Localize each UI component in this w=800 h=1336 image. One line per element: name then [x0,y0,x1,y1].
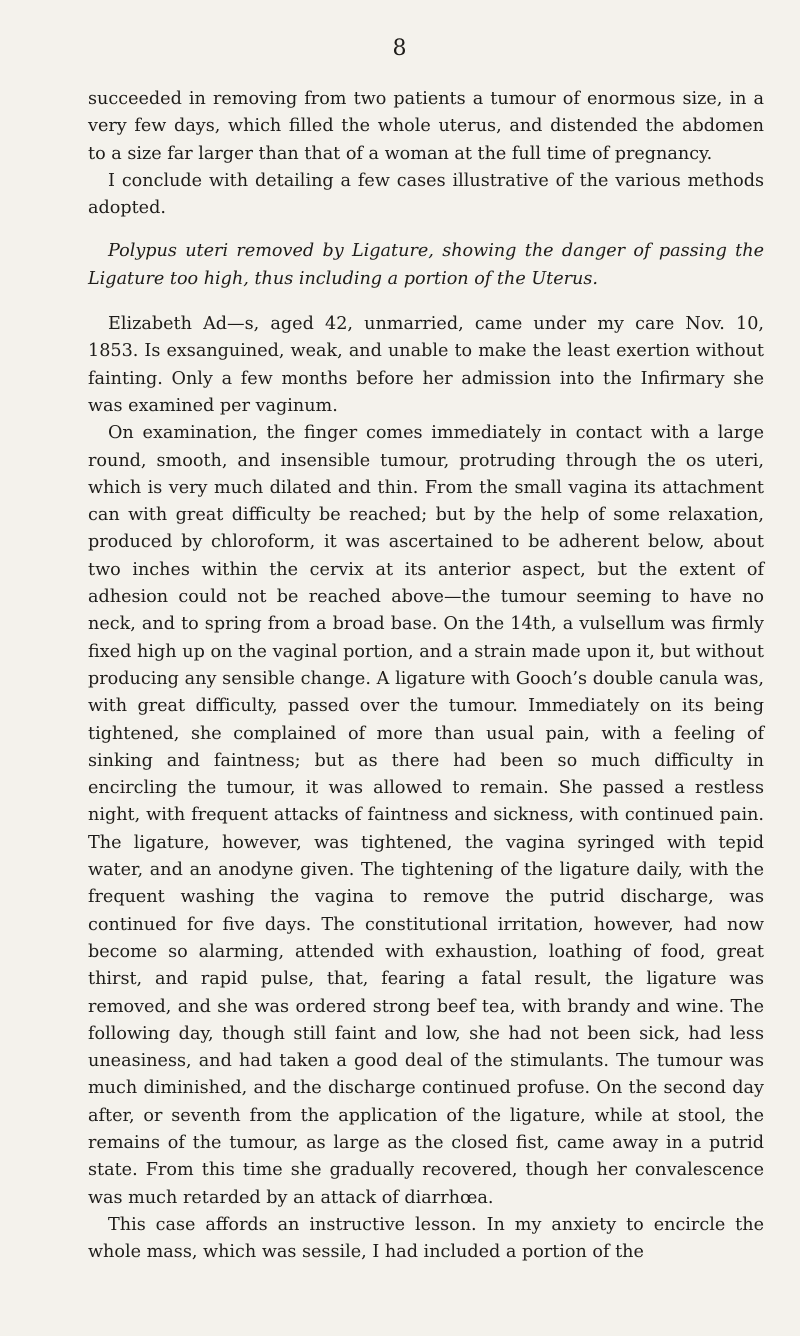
page-number: 8 [392,36,408,61]
case-heading: Polypus uteri removed by Ligature, showing the danger of passing the Ligature too high, thus including a portion of the Uterus. [88,241,764,289]
paragraph-conclusion: I conclude with detailing a few cases illustrative of the various methods adopted. [88,170,764,219]
paragraph-examination: On examination, the finger comes immediately in contact with a large round, smooth, and insensible tumour, protruding through the os uteri, which is very much dilated and thin. From the small vagina its attachment can with great difficulty be reached; but by the help of some relaxation, produced by chloroform, it was ascertained to be adherent below, about two inches within the cervix at its anterior aspect, but the extent of adhesion could not be reached above—the tumour seeming to have no neck, and to spring from a broad base. On the 14th, a vulsellum was firmly fixed high up on the vaginal portion, and a strain made upon it, but without producing any sensible change. A ligature with Gooch’s double canula was, with great difficulty, passed over the tumour. Immediately on its being tightened, she complained of more than usual pain, with a feeling of sinking and faintness; but as there had been so much difficulty in encircling the tumour, it was allowed to remain. She passed a restless night, with frequent attacks of faintness and sickness, with continued pain. The ligature, however, was tightened, the vagina syringed with tepid water, and an anodyne given. The tightening of the ligature daily, with the frequent washing the vagina to remove the putrid discharge, was continued for five days. The constitutional irritation, however, had now become so alarming, attended with exhaustion, loathing of food, great thirst, and rapid pulse, that, fearing a fatal result, the ligature was removed, and she was ordered strong beef tea, with brandy and wine. The following day, though still faint and low, she had not been sick, had less uneasiness, and had taken a good deal of the stimulants. The tumour was much diminished, and the discharge continued profuse. On the second day after, or seventh from the application of the ligature, while at stool, the remains of the tumour, as large as the closed fist, came away in a putrid state. From this time she gradually recovered, though her convalescence was much retarded by an attack of diarrhœa. [88,423,764,1208]
page-body [88,86,764,1266]
paragraph-lesson: This case affords an instructive lesson. In my anxiety to encircle the whole mass, which was sessile, I had included a portion of the [88,1214,764,1263]
paragraph-case-intro: Elizabeth Ad—s, aged 42, unmarried, came under my care Nov. 10, 1853. Is exsanguined, weak, and unable to make the least exertion without fainting. Only a few months before her admission into the Infirmary she was examined per vaginum. [88,314,764,416]
paragraph-continuation: succeeded in removing from two patients a tumour of enormous size, in a very few days, which filled the whole uterus, and distended the abdomen to a size far larger than that of a woman at the full time of pregnancy. [88,89,764,164]
